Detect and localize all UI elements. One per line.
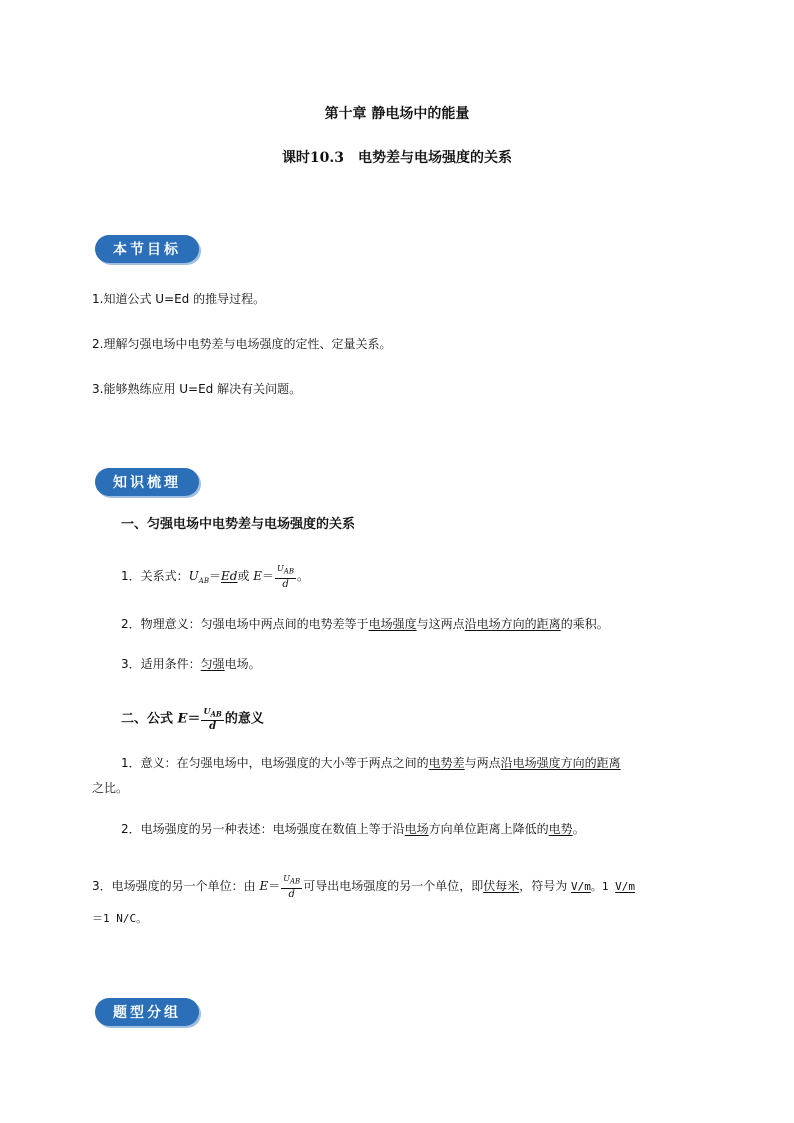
item-prefix: 3．电场强度的另一个单位：由 — [92, 878, 260, 893]
item-mid: 可导出电场强度的另一个单位，即 — [303, 878, 484, 893]
item-mid: 与这两点 — [416, 617, 465, 631]
fraction-numerator: U — [203, 706, 211, 716]
item-prefix: 2．物理意义：匀强电场中两点间的电势差等于 — [121, 617, 369, 631]
fraction-denominator: d — [288, 888, 295, 900]
part1-heading: 一、匀强电场中电势差与电场强度的关系 — [121, 517, 356, 532]
symbol-sub: AB — [198, 577, 209, 586]
item-prefix: 1．关系式： — [121, 568, 189, 583]
equals-sign: ＝ — [262, 568, 275, 583]
equals-sign: ＝ — [208, 568, 221, 583]
item-end: 电场。 — [224, 657, 261, 671]
equals-sign: ＝ — [268, 878, 281, 893]
goal-item-1: 1.知道公式 U=Ed 的推导过程。 — [92, 292, 266, 306]
fraction-numerator-sub: AB — [289, 877, 301, 886]
goals-badge: 本节目标 — [95, 235, 199, 263]
fraction-u-over-d — [281, 873, 302, 900]
text-or: 或 — [237, 568, 254, 583]
underlined-answer: 电场 — [404, 822, 429, 836]
underlined-answer: 电势差 — [428, 756, 465, 770]
item-end: 的乘积。 — [560, 617, 609, 631]
item-mid: ，符号为 — [519, 878, 572, 893]
chapter-title: 第十章 静电场中的能量 — [324, 106, 470, 122]
types-badge: 题型分组 — [95, 998, 199, 1026]
goal-item-2: 2.理解匀强电场中电势差与电场强度的定性、定量关系。 — [92, 337, 392, 351]
part1-item-1 — [121, 563, 309, 590]
fraction-numerator-sub: AB — [283, 567, 294, 576]
fraction-u-over-d — [275, 563, 296, 590]
heading-prefix: 二、公式 — [121, 711, 178, 727]
underlined-answer: 沿电场强度方向的距离 — [500, 756, 621, 770]
underlined-answer: 电场强度 — [368, 617, 417, 631]
item-mid: 方向单位距离上降低的 — [428, 822, 549, 836]
fraction-denominator: d — [282, 578, 289, 590]
heading-suffix: 的意义 — [224, 711, 264, 727]
item-mid: 与两点 — [464, 756, 501, 770]
part2-item-3 — [92, 873, 635, 900]
part1-item-3 — [121, 656, 261, 672]
underlined-answer: 电势 — [548, 822, 573, 836]
symbol-e: E — [259, 878, 269, 893]
fraction-numerator: U — [283, 874, 290, 883]
symbol-u: U — [188, 568, 199, 583]
fraction-numerator: U — [277, 564, 284, 573]
underlined-answer: V/m — [615, 879, 636, 893]
lesson-title: 课时10.3 电势差与电场强度的关系 — [281, 150, 513, 166]
item-prefix: 3．适用条件： — [121, 657, 201, 671]
underlined-answer: V/m — [571, 879, 591, 893]
fraction-u-over-d — [201, 706, 223, 732]
fraction-numerator-sub: AB — [210, 709, 222, 719]
underlined-answer: 沿电场方向的距离 — [464, 617, 561, 631]
formula-ed: Ed — [220, 568, 238, 583]
symbol-e: E — [253, 568, 263, 583]
goal-item-3: 3.能够熟练应用 U=Ed 解决有关问题。 — [92, 382, 302, 396]
item-mid: 。1 — [590, 879, 616, 893]
fraction-denominator: d — [209, 720, 217, 732]
knowledge-badge: 知识梳理 — [95, 468, 199, 496]
part2-item-1-continued: 之比。 — [92, 781, 129, 795]
part2-item-1 — [121, 755, 621, 771]
underlined-answer: 伏每米 — [483, 878, 520, 893]
part1-item-2 — [121, 616, 609, 632]
part2-item-3-continued: ＝1 N/C。 — [92, 912, 148, 925]
item-prefix: 2．电场强度的另一种表述：电场强度在数值上等于沿 — [121, 822, 405, 836]
part2-item-2 — [121, 821, 585, 837]
equals-sign: ＝ — [187, 711, 201, 727]
item-end: 。 — [297, 568, 310, 583]
part2-heading — [121, 706, 264, 732]
underlined-answer: 匀强 — [200, 657, 225, 671]
symbol-e: E — [177, 711, 188, 727]
item-prefix: 1．意义：在匀强电场中，电场强度的大小等于两点之间的 — [121, 756, 429, 770]
item-end: 。 — [572, 822, 585, 836]
